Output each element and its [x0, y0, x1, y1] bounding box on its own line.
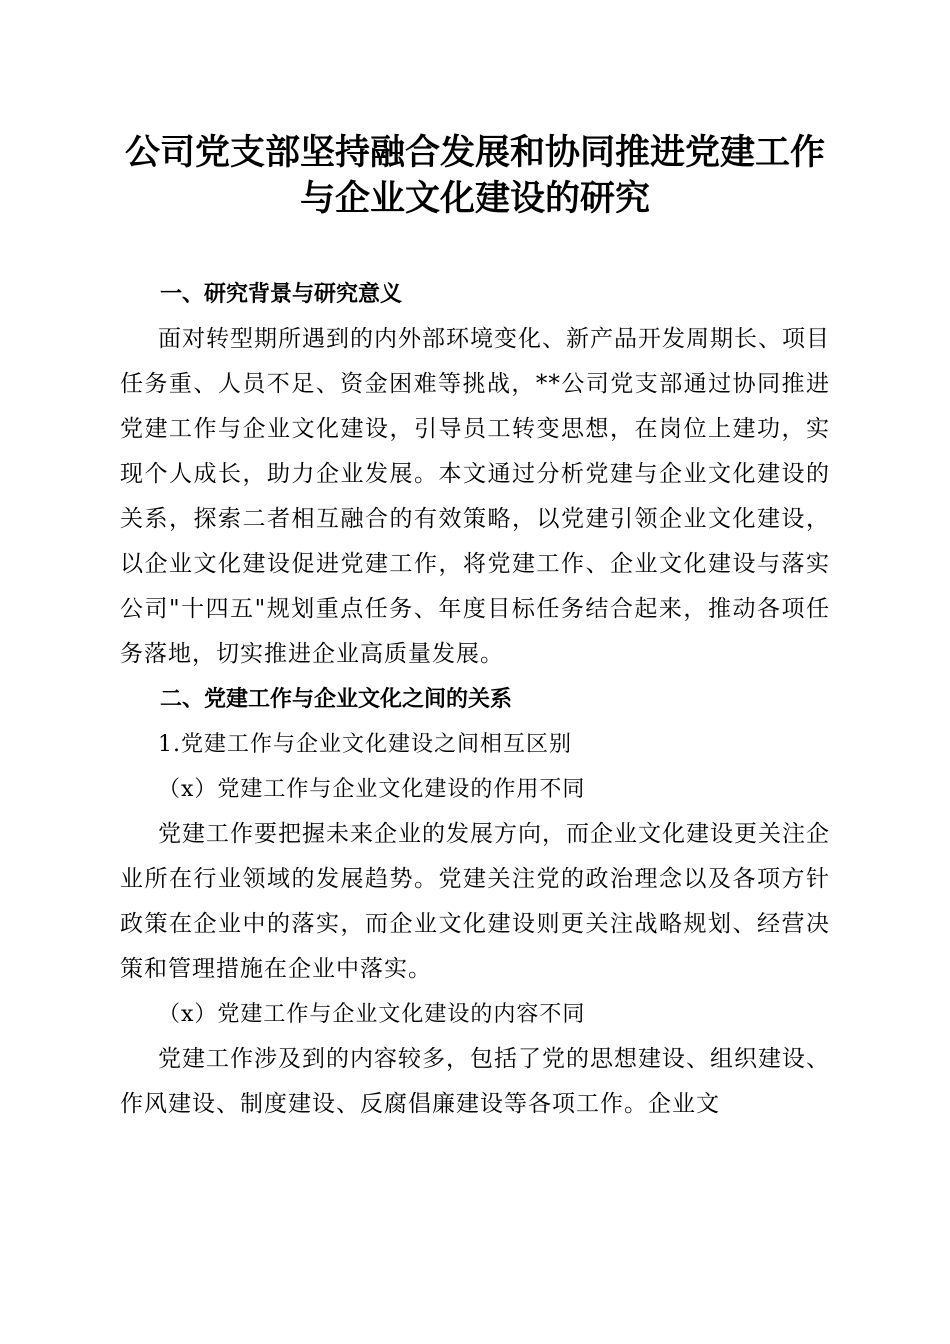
subsection-1-heading: 1.党建工作与企业文化建设之间相互区别: [158, 732, 572, 757]
subsection-1a-heading: （x）党建工作与企业文化建设的作用不同: [158, 777, 586, 802]
title-line-1: 公司党支部坚持融合发展和协同推进党建工作: [124, 133, 825, 173]
subsection-1a-paragraph: 党建工作要把握未来企业的发展方向，而企业文化建设更关注企业所在行业领域的发展趋势。党建关注党的政治理念以及各项方针政策在企业中的落实，而企业文化建设则更关注战略规划、经营决策和管理措施在企业中落实。: [120, 821, 830, 982]
section-1-heading: 一、研究背景与研究意义: [160, 282, 403, 307]
subsection-1b-paragraph: 党建工作涉及到的内容较多，包括了党的思想建设、组织建设、作风建设、制度建设、反腐倡廉建设等各项工作。企业文: [120, 1046, 830, 1117]
title-line-2: 与企业文化建设的研究: [299, 179, 650, 219]
section-2-heading: 二、党建工作与企业文化之间的关系: [160, 687, 513, 712]
document-page: [120, 130, 830, 1127]
section-1-paragraph: 面对转型期所遇到的内外部环境变化、新产品开发周期长、项目任务重、人员不足、资金困难等挑战，**公司党支部通过协同推进党建工作与企业文化建设，引导员工转变思想，在岗位上建功，实现个人成长，助力企业发展。本文通过分析党建与企业文化建设的关系，探索二者相互融合的有效策略，以党建引领企业文化建设，以企业文化建设促进党建工作，将党建工作、企业文化建设与落实公司"十四五"规划重点任务、年度目标任务结合起来，推动各项任务落地，切实推进企业高质量发展。: [120, 326, 830, 667]
document-title: [120, 130, 830, 222]
subsection-1b-heading: （x）党建工作与企业文化建设的内容不同: [158, 1002, 586, 1027]
